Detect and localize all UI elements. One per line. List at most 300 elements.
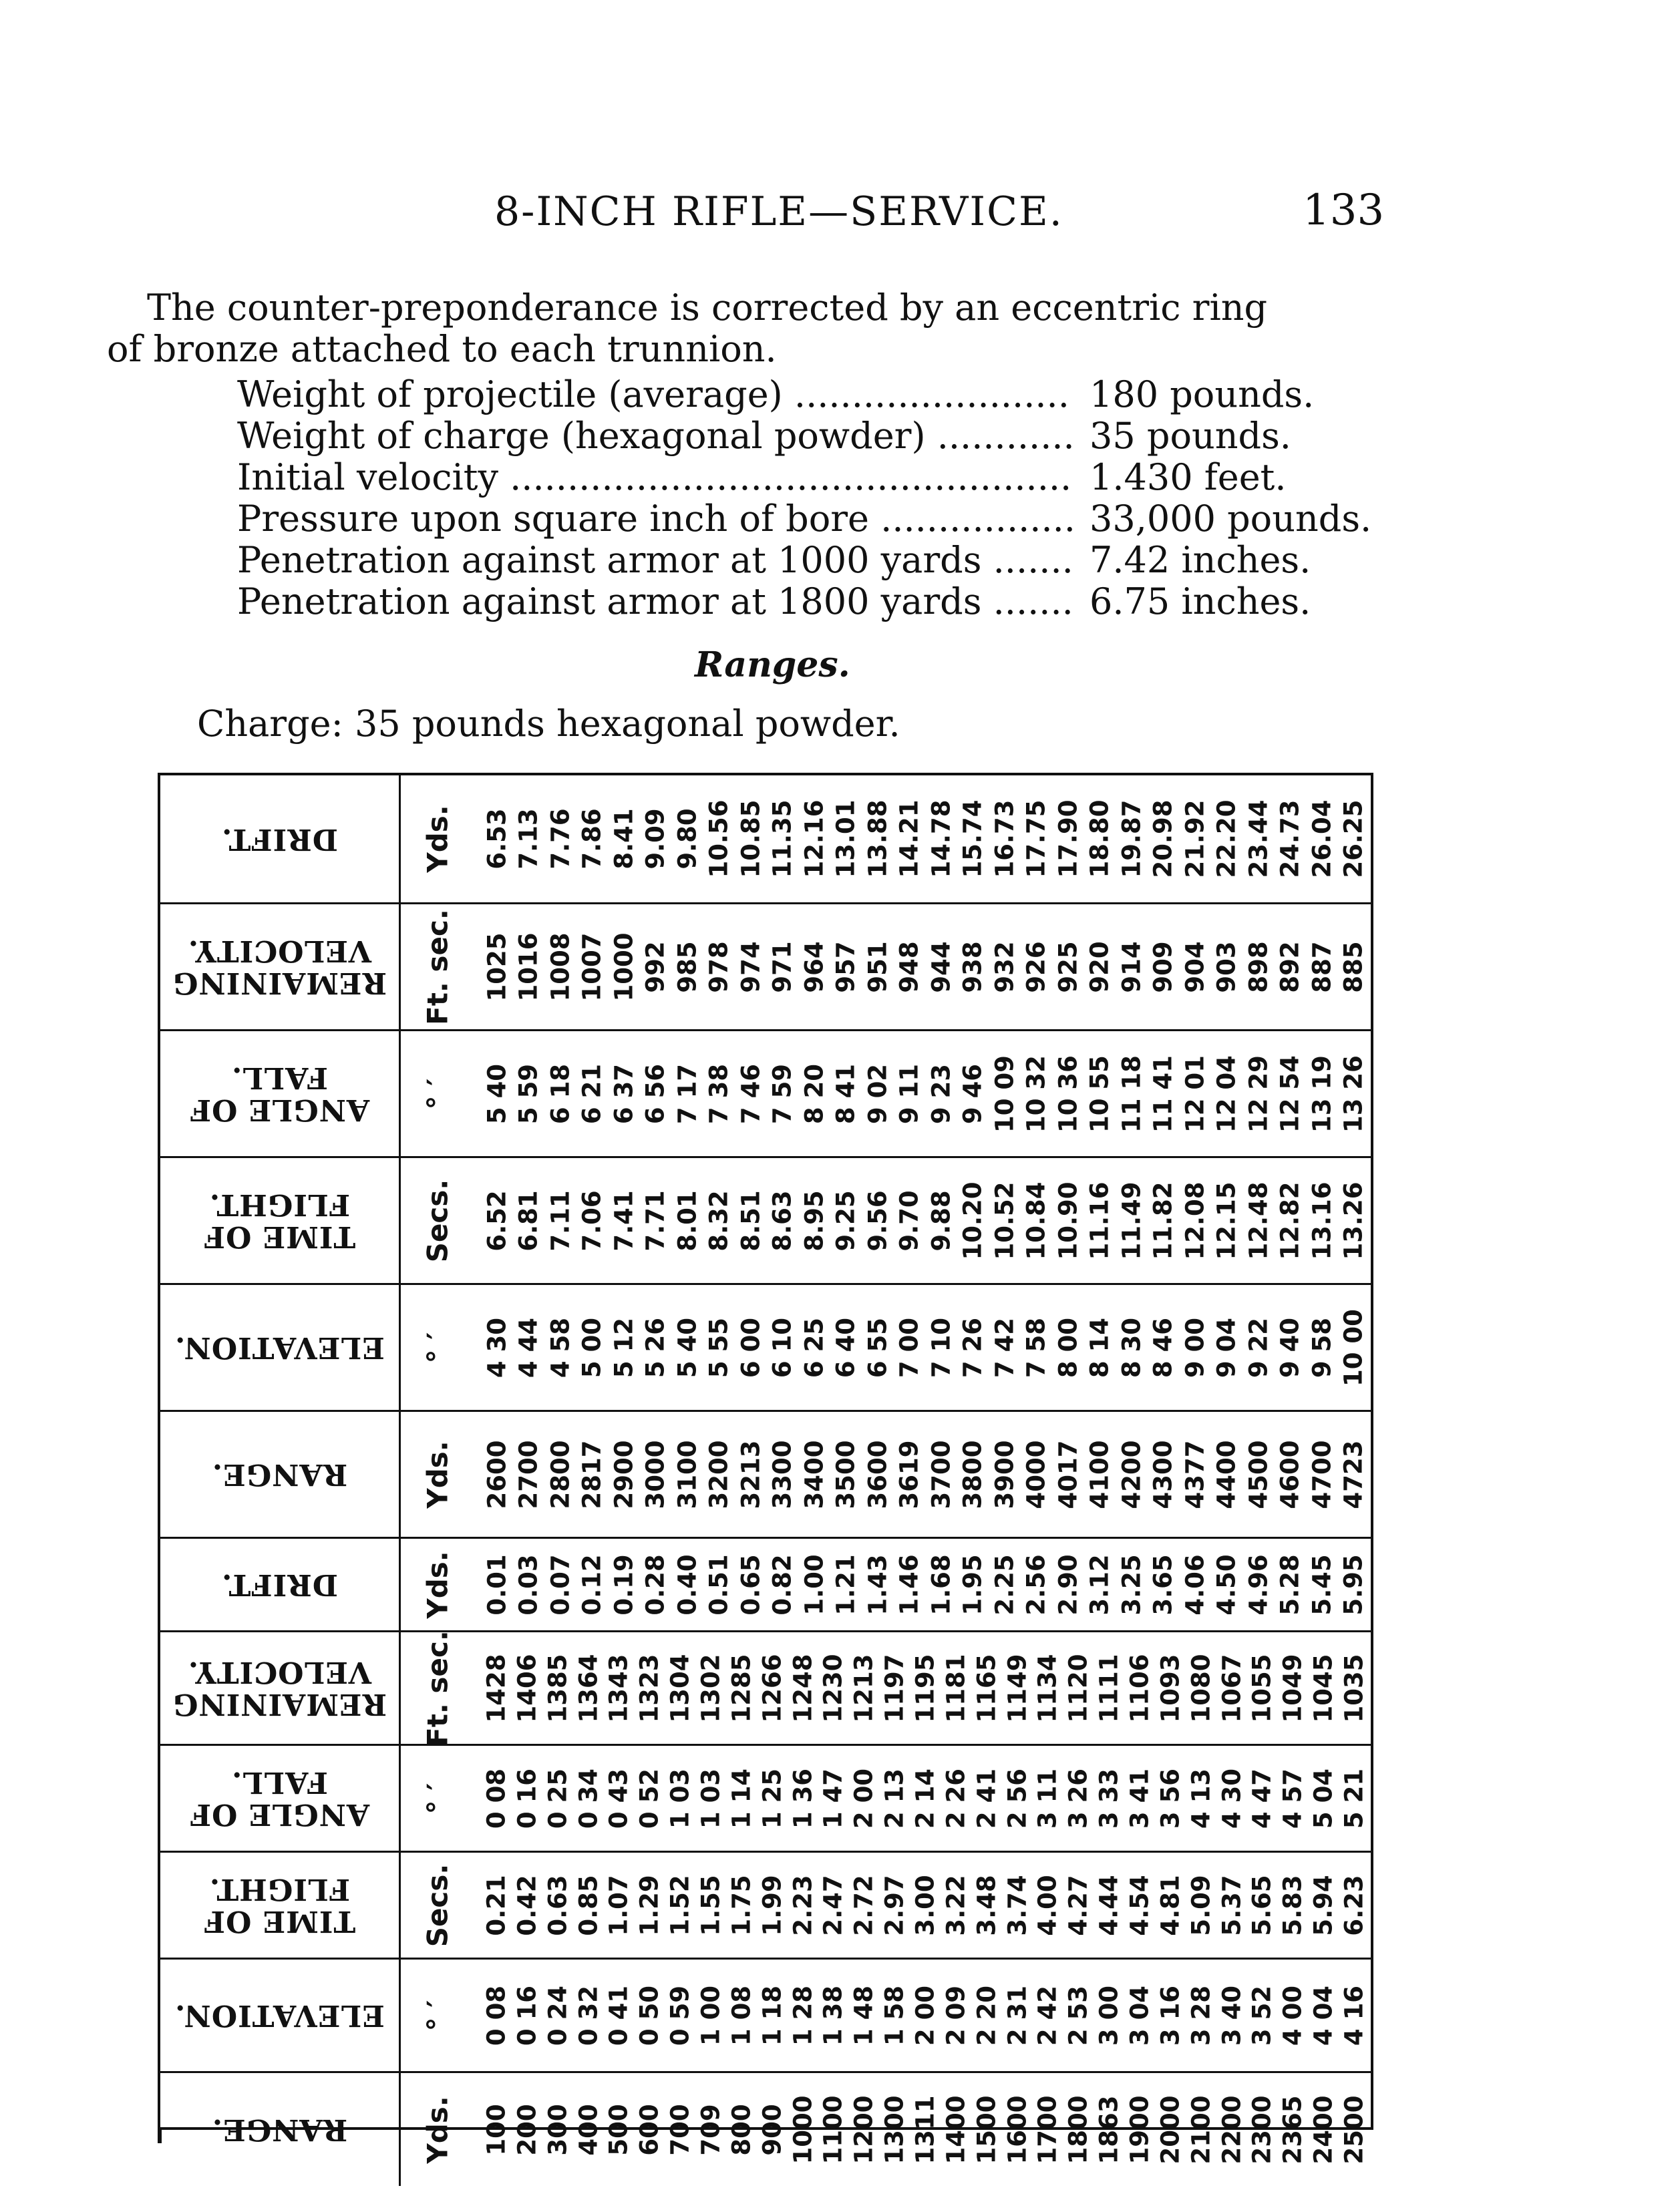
- unit-label: Yds.: [421, 1550, 454, 1619]
- table-cell: [1094, 1960, 1124, 2071]
- table-cell: [576, 904, 609, 1029]
- table-cell: [862, 1158, 894, 1283]
- cell-value: 9.56: [863, 1189, 892, 1252]
- table-cell: [1216, 1960, 1247, 2071]
- table-cell: [608, 1412, 640, 1537]
- table-cell: [862, 1031, 894, 1156]
- table-cell: [573, 1960, 604, 2071]
- cell-value: 7.11: [546, 1189, 575, 1252]
- cell-value: 7.86: [577, 808, 607, 870]
- cell-value: 7 26: [958, 1317, 987, 1378]
- table-cell: [798, 1158, 830, 1283]
- cell-value: 2.97: [880, 1874, 909, 1936]
- cell-value: 1197: [880, 1654, 909, 1722]
- cell-value: 5.45: [1307, 1553, 1337, 1616]
- table-cell: [1124, 1746, 1155, 1851]
- table-cell: [665, 1632, 695, 1744]
- table-cell: [481, 1853, 512, 1958]
- table-cell: [735, 1412, 767, 1537]
- table-cell: [848, 1632, 879, 1744]
- value-strip: [481, 2073, 1371, 2186]
- cell-value: 1.68: [927, 1553, 956, 1616]
- cell-value: 0 16: [512, 1768, 542, 1829]
- cell-value: 887: [1307, 940, 1337, 993]
- cell-value: 2.90: [1053, 1553, 1083, 1616]
- table-cell: [703, 904, 735, 1029]
- cell-value: 914: [1117, 940, 1146, 993]
- cell-value: 10.52: [990, 1181, 1019, 1260]
- table-cell: [542, 2073, 573, 2186]
- table-cell: [1338, 775, 1370, 902]
- cell-value: 0 16: [512, 1985, 542, 2046]
- table-cell: [894, 1539, 926, 1630]
- cell-value: 8 20: [800, 1063, 829, 1124]
- table-cell: [1247, 1853, 1278, 1958]
- table-cell: [665, 1853, 695, 1958]
- cell-value: 951: [863, 940, 892, 993]
- cell-value: 2 31: [1003, 1985, 1032, 2046]
- table-cell: [1306, 904, 1338, 1029]
- cell-value: 9 46: [958, 1063, 987, 1124]
- spec-label: Penetration against armor at 1800 yards .....: [237, 581, 1072, 622]
- cell-value: 8.01: [673, 1189, 702, 1252]
- cell-value: 4723: [1339, 1440, 1368, 1509]
- table-cell: [1084, 775, 1116, 902]
- cell-value: 13.16: [1307, 1181, 1337, 1260]
- table-cell: [894, 904, 926, 1029]
- spec-value: 1.430 feet.: [1090, 456, 1287, 498]
- cell-value: 1149: [1003, 1654, 1032, 1722]
- cell-value: 1111: [1094, 1654, 1124, 1722]
- table-cell: [767, 1285, 799, 1410]
- cell-value: 24.73: [1275, 799, 1305, 878]
- cell-value: 10 55: [1085, 1055, 1114, 1133]
- cell-value: 4 57: [1278, 1768, 1307, 1829]
- table-cell: [1179, 1412, 1211, 1537]
- column-header-label: REMAINING VELOCITY.: [172, 934, 387, 1000]
- table-cell: [1242, 775, 1275, 902]
- table-cell: [1216, 1746, 1247, 1851]
- table-cell: [1002, 1960, 1033, 2071]
- table-cell: [1306, 1031, 1338, 1156]
- table-cell: [1148, 775, 1180, 902]
- cell-value: 4700: [1307, 1440, 1337, 1509]
- cell-value: 2100: [1186, 2095, 1216, 2164]
- cell-value: 7 58: [1021, 1317, 1051, 1378]
- unit-cell: [401, 1412, 474, 1537]
- cell-value: 0.85: [574, 1874, 603, 1936]
- table-cell: [1275, 1412, 1307, 1537]
- table-cell: [481, 1960, 512, 2071]
- table-cell: [757, 1746, 788, 1851]
- cell-value: 1406: [512, 1654, 542, 1722]
- table-cell: [634, 1746, 665, 1851]
- specifications-list: [237, 374, 1371, 622]
- table-cell: [848, 1853, 879, 1958]
- table-cell: [1339, 1746, 1369, 1851]
- cell-value: 8.41: [609, 808, 639, 870]
- table-cell: [544, 1539, 576, 1630]
- cell-value: 1 03: [665, 1768, 695, 1829]
- cell-value: 6 25: [800, 1317, 829, 1378]
- table-cell: [1242, 1412, 1275, 1537]
- ranges-table: [158, 773, 1373, 2164]
- table-cell: [1338, 904, 1370, 1029]
- cell-value: 9.88: [927, 1189, 956, 1252]
- table-cell: [1094, 1853, 1124, 1958]
- cell-value: 18.80: [1085, 799, 1114, 878]
- table-cell: [1179, 904, 1211, 1029]
- table-cell: [1308, 1853, 1339, 1958]
- cell-value: 10.56: [704, 799, 733, 878]
- column-header-label: ELEVATION.: [174, 1998, 385, 2033]
- table-cell: [1021, 1539, 1053, 1630]
- table-cell: [1002, 2073, 1033, 2186]
- table-cell: [767, 1158, 799, 1283]
- cell-value: 1.99: [758, 1874, 787, 1936]
- cell-value: 900: [758, 2103, 787, 2156]
- table-cell: [1242, 1031, 1275, 1156]
- table-cell: [576, 1412, 609, 1537]
- table-cell: [1186, 1853, 1216, 1958]
- cell-value: 10.20: [958, 1181, 987, 1260]
- cell-value: 8 14: [1085, 1317, 1114, 1378]
- cell-value: 7 00: [894, 1317, 924, 1378]
- table-cell: [910, 1960, 941, 2071]
- cell-value: 3 00: [1094, 1985, 1124, 2046]
- table-cell: [957, 1285, 989, 1410]
- table-cell: [1094, 1632, 1124, 1744]
- cell-value: 13 26: [1339, 1055, 1368, 1133]
- cell-value: 4 30: [1217, 1768, 1246, 1829]
- table-cell: [830, 1285, 862, 1410]
- cell-value: 1000: [609, 932, 639, 1001]
- charge-note: Charge: 35 pounds hexagonal powder.: [197, 703, 900, 745]
- cell-value: 1 28: [788, 1985, 818, 2046]
- table-cell: [481, 1632, 512, 1744]
- table-cell: [671, 904, 703, 1029]
- cell-value: 3.25: [1117, 1553, 1146, 1616]
- cell-value: 100: [482, 2103, 511, 2156]
- table-cell: [1148, 904, 1180, 1029]
- band-range-b: [160, 1410, 1371, 1537]
- cell-value: 12 04: [1212, 1055, 1241, 1133]
- cell-value: 0.82: [768, 1553, 797, 1616]
- table-cell: [695, 2073, 726, 2186]
- cell-value: 5.94: [1309, 1874, 1338, 1936]
- table-cell: [608, 1285, 640, 1410]
- cell-value: 909: [1148, 940, 1178, 993]
- table-cell: [1021, 1285, 1053, 1410]
- table-cell: [989, 775, 1021, 902]
- band-fall-a: [160, 1744, 1371, 1851]
- cell-value: 3800: [958, 1440, 987, 1509]
- table-cell: [1033, 1960, 1063, 2071]
- cell-value: 10 36: [1053, 1055, 1083, 1133]
- unit-cell: [401, 904, 474, 1029]
- table-cell: [671, 1412, 703, 1537]
- table-cell: [848, 1746, 879, 1851]
- cell-value: 12.15: [1212, 1181, 1241, 1260]
- cell-value: 4.00: [1033, 1874, 1062, 1936]
- unit-label: ° ′: [421, 1332, 454, 1363]
- table-cell: [1277, 1632, 1308, 1744]
- table-cell: [640, 1158, 672, 1283]
- table-cell: [1338, 1158, 1370, 1283]
- table-cell: [941, 1853, 971, 1958]
- cell-value: 9 00: [1180, 1317, 1210, 1378]
- cell-value: 1195: [910, 1654, 940, 1722]
- table-cell: [481, 1031, 513, 1156]
- table-cell: [576, 1285, 609, 1410]
- cell-value: 2365: [1278, 2095, 1307, 2164]
- table-cell: [767, 904, 799, 1029]
- cell-value: 926: [1021, 940, 1051, 993]
- cell-value: 7.41: [609, 1189, 639, 1252]
- cell-value: 7 59: [768, 1063, 797, 1124]
- cell-value: 6 21: [577, 1063, 607, 1124]
- cell-value: 2300: [1247, 2095, 1277, 2164]
- cell-value: 2.56: [1021, 1553, 1051, 1616]
- table-cell: [1155, 1746, 1186, 1851]
- table-cell: [1116, 1539, 1148, 1630]
- cell-value: 964: [800, 940, 829, 993]
- cell-value: 9 40: [1275, 1317, 1305, 1378]
- table-cell: [788, 2073, 818, 2186]
- cell-value: 4.44: [1094, 1874, 1124, 1936]
- table-cell: [1211, 775, 1243, 902]
- cell-value: 1200: [849, 2095, 878, 2164]
- table-cell: [1002, 1853, 1033, 1958]
- cell-value: 12 29: [1244, 1055, 1273, 1133]
- table-cell: [1211, 904, 1243, 1029]
- table-cell: [1186, 1746, 1216, 1851]
- value-strip: [481, 1960, 1371, 2071]
- table-cell: [818, 1746, 848, 1851]
- table-cell: [788, 1632, 818, 1744]
- table-cell: [1021, 1158, 1053, 1283]
- table-cell: [1275, 904, 1307, 1029]
- table-cell: [576, 1539, 609, 1630]
- cell-value: 1.52: [665, 1874, 695, 1936]
- table-cell: [1148, 1285, 1180, 1410]
- table-cell: [879, 1853, 910, 1958]
- cell-value: 1.07: [604, 1874, 633, 1936]
- unit-label: Yds.: [421, 2095, 454, 2164]
- table-cell: [671, 1285, 703, 1410]
- table-cell: [1338, 1412, 1370, 1537]
- cell-value: 13.26: [1339, 1181, 1368, 1260]
- table-cell: [703, 1539, 735, 1630]
- cell-value: 944: [927, 940, 956, 993]
- cell-value: 1035: [1339, 1654, 1369, 1722]
- spec-label: Initial velocity .....: [237, 457, 1072, 498]
- table-cell: [1084, 1285, 1116, 1410]
- cell-value: 14.78: [927, 799, 956, 878]
- cell-value: 700: [665, 2103, 695, 2156]
- spec-label: Weight of charge (hexagonal powder) .....: [237, 415, 1072, 457]
- cell-value: 21.92: [1180, 799, 1210, 878]
- cell-value: 0.21: [482, 1874, 511, 1936]
- cell-value: 6 18: [546, 1063, 575, 1124]
- table-cell: [1063, 1746, 1094, 1851]
- table-cell: [576, 1031, 609, 1156]
- running-head-title: 8-INCH RIFLE—SERVICE.: [494, 188, 1063, 235]
- cell-value: 4100: [1085, 1440, 1114, 1509]
- cell-value: 1700: [1033, 2095, 1062, 2164]
- intro-line-2: of bronze attached to each trunnion.: [107, 328, 777, 370]
- cell-value: 800: [727, 2103, 756, 2156]
- column-header-label: DRIFT.: [221, 822, 338, 856]
- table-cell: [1277, 1746, 1308, 1851]
- cell-value: 1323: [635, 1654, 664, 1722]
- table-cell: [894, 1412, 926, 1537]
- cell-value: 904: [1180, 940, 1210, 993]
- cell-value: 1045: [1309, 1654, 1338, 1722]
- cell-value: 2 13: [880, 1768, 909, 1829]
- table-cell: [703, 1031, 735, 1156]
- column-header-label: RANGE.: [211, 2112, 348, 2147]
- table-cell: [1308, 1746, 1339, 1851]
- table-cell: [1179, 1031, 1211, 1156]
- cell-value: 932: [990, 940, 1019, 993]
- cell-value: 5.37: [1217, 1874, 1246, 1936]
- table-cell: [1124, 1853, 1155, 1958]
- cell-value: 1.00: [800, 1553, 829, 1616]
- table-cell: [1179, 1539, 1211, 1630]
- value-strip: [481, 1632, 1371, 1744]
- column-header: [160, 2073, 401, 2186]
- value-strip: [481, 775, 1371, 902]
- table-cell: [1275, 775, 1307, 902]
- cell-value: 709: [696, 2103, 725, 2156]
- table-cell: [925, 1412, 957, 1537]
- cell-value: 7.13: [514, 808, 543, 870]
- cell-value: 4200: [1117, 1440, 1146, 1509]
- table-cell: [1052, 1539, 1084, 1630]
- column-header: [160, 1031, 401, 1156]
- table-cell: [989, 1412, 1021, 1537]
- band-range-a: [160, 2071, 1371, 2186]
- cell-value: 8 46: [1148, 1317, 1178, 1378]
- table-cell: [1242, 1539, 1275, 1630]
- cell-value: 920: [1085, 940, 1114, 993]
- table-cell: [544, 775, 576, 902]
- intro-paragraph: [107, 287, 1403, 370]
- table-cell: [703, 1158, 735, 1283]
- table-cell: [1052, 775, 1084, 902]
- table-cell: [640, 1539, 672, 1630]
- table-cell: [1148, 1158, 1180, 1283]
- table-cell: [512, 2073, 542, 2186]
- table-cell: [798, 904, 830, 1029]
- spec-row: [237, 581, 1371, 622]
- spec-value: 35 pounds.: [1090, 415, 1291, 457]
- table-cell: [1084, 1412, 1116, 1537]
- cell-value: 3200: [704, 1440, 733, 1509]
- cell-value: 1.46: [894, 1553, 924, 1616]
- cell-value: 12 01: [1180, 1055, 1210, 1133]
- unit-cell: [401, 775, 474, 902]
- cell-value: 1 08: [727, 1985, 756, 2046]
- table-cell: [671, 775, 703, 902]
- table-cell: [1211, 1285, 1243, 1410]
- cell-value: 6 10: [768, 1317, 797, 1378]
- cell-value: 9.09: [641, 808, 670, 870]
- table-cell: [788, 1960, 818, 2071]
- table-cell: [830, 775, 862, 902]
- table-cell: [608, 775, 640, 902]
- table-cell: [830, 1539, 862, 1630]
- cell-value: 4500: [1244, 1440, 1273, 1509]
- cell-value: 11.82: [1148, 1181, 1178, 1260]
- table-cell: [576, 775, 609, 902]
- table-cell: [726, 1960, 757, 2071]
- cell-value: 3 52: [1247, 1985, 1277, 2046]
- table-cell: [1052, 1031, 1084, 1156]
- cell-value: 3 56: [1156, 1768, 1185, 1829]
- table-cell: [757, 1853, 788, 1958]
- spec-label: Weight of projectile (average) .....: [237, 374, 1072, 415]
- table-cell: [1148, 1412, 1180, 1537]
- cell-value: 1400: [941, 2095, 971, 2164]
- cell-value: 4017: [1053, 1440, 1083, 1509]
- table-cell: [513, 775, 545, 902]
- table-cell: [1116, 1158, 1148, 1283]
- table-cell: [957, 904, 989, 1029]
- cell-value: 1343: [604, 1654, 633, 1722]
- table-cell: [941, 1746, 971, 1851]
- table-cell: [726, 1853, 757, 1958]
- cell-value: 4.81: [1156, 1874, 1185, 1936]
- cell-value: 8.63: [768, 1189, 797, 1252]
- table-cell: [767, 1539, 799, 1630]
- table-cell: [818, 1960, 848, 2071]
- table-cell: [726, 1632, 757, 1744]
- cell-value: 5 59: [514, 1063, 543, 1124]
- table-cell: [1052, 1412, 1084, 1537]
- spec-label: Pressure upon square inch of bore .....: [237, 498, 1072, 540]
- table-cell: [1211, 1539, 1243, 1630]
- cell-value: 12 54: [1275, 1055, 1305, 1133]
- table-cell: [512, 1632, 542, 1744]
- cell-value: 0 52: [635, 1768, 664, 1829]
- unit-label: ° ′: [421, 2000, 454, 2031]
- cell-value: 0 41: [604, 1985, 633, 2046]
- table-cell: [1306, 1158, 1338, 1283]
- cell-value: 8.51: [736, 1189, 766, 1252]
- cell-value: 0.51: [704, 1553, 733, 1616]
- unit-cell: [401, 1539, 474, 1630]
- cell-value: 17.75: [1021, 799, 1051, 878]
- table-cell: [989, 1539, 1021, 1630]
- cell-value: 4 00: [1278, 1985, 1307, 2046]
- cell-value: 8.95: [800, 1189, 829, 1252]
- table-cell: [603, 1960, 634, 2071]
- table-cell: [1084, 1158, 1116, 1283]
- table-cell: [603, 1632, 634, 1744]
- table-cell: [1116, 775, 1148, 902]
- table-cell: [1306, 775, 1338, 902]
- unit-cell: [401, 1285, 474, 1410]
- cell-value: 4600: [1275, 1440, 1305, 1509]
- spec-value: 7.42 inches.: [1090, 539, 1311, 581]
- cell-value: 6 56: [641, 1063, 670, 1124]
- spec-value: 6.75 inches.: [1090, 580, 1311, 622]
- spec-row: [237, 540, 1371, 581]
- table-cell: [735, 1285, 767, 1410]
- table-cell: [1002, 1746, 1033, 1851]
